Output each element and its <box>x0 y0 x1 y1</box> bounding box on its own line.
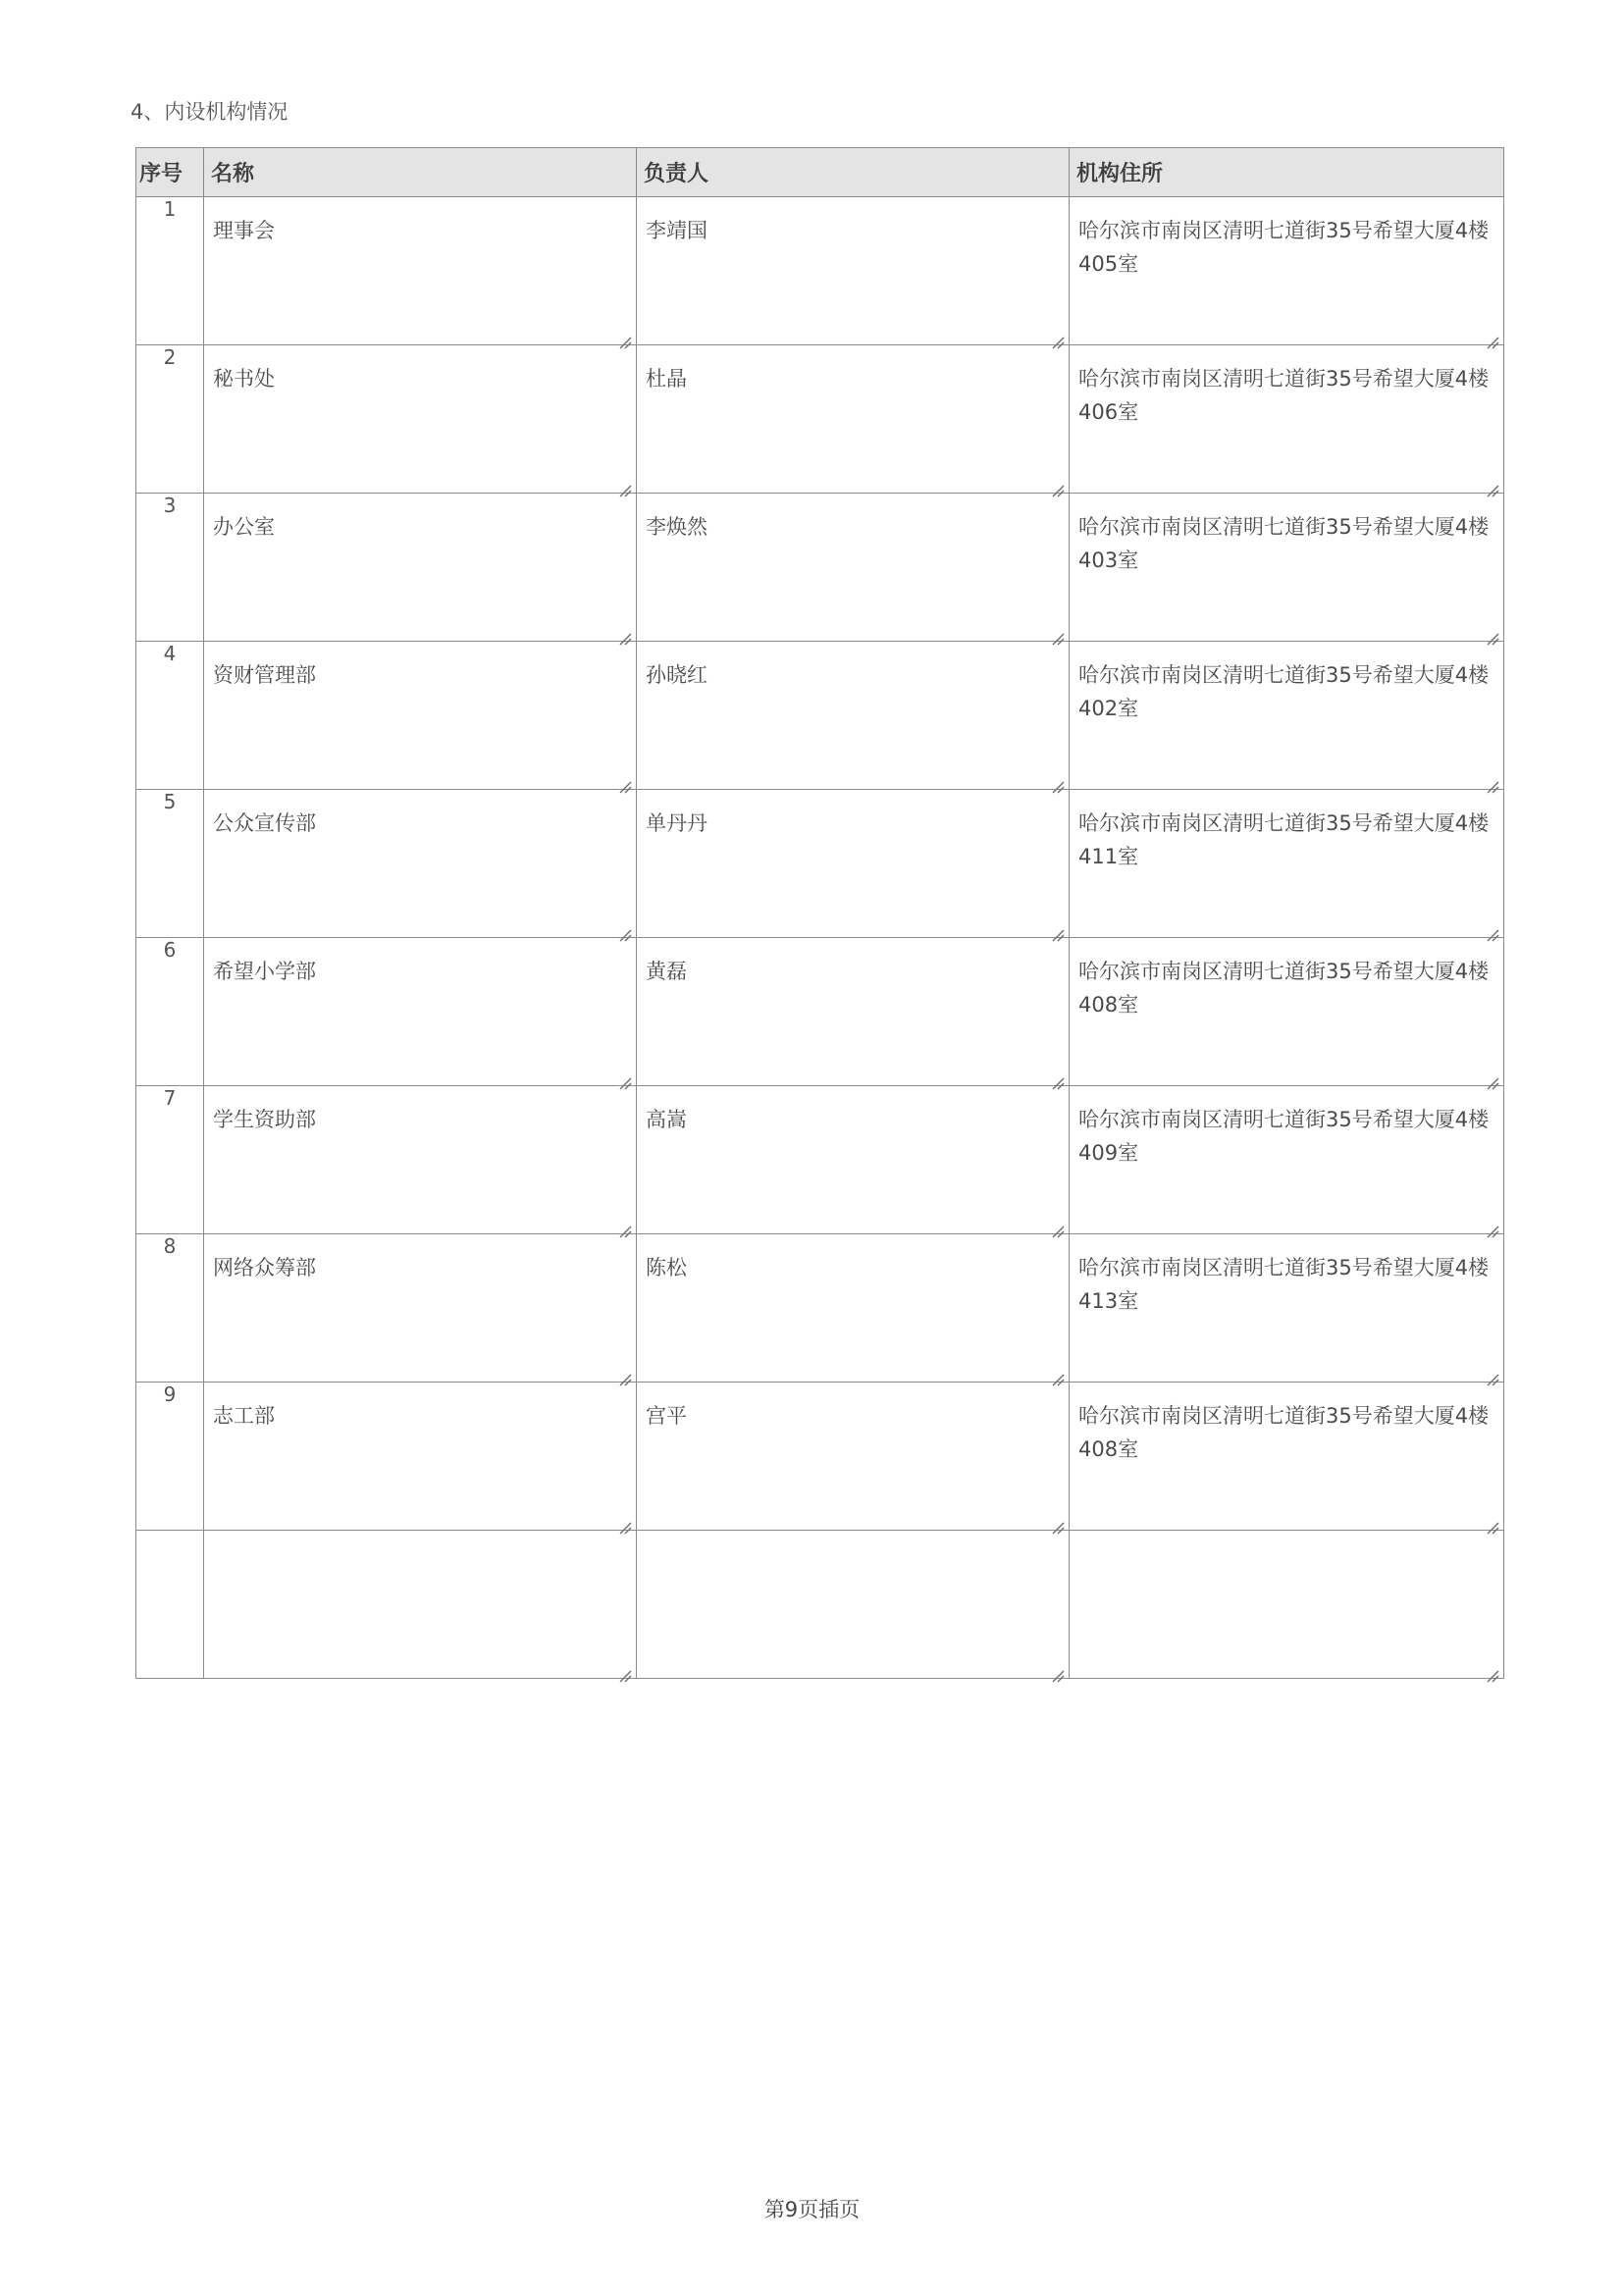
leader-field-value: 杜晶 <box>646 367 687 391</box>
leader-field-cell <box>637 345 1070 494</box>
name-field-value: 资财管理部 <box>213 663 316 687</box>
row-serial-number: 3 <box>136 494 204 642</box>
leader-field-cell <box>637 1531 1070 1679</box>
address-field[interactable] <box>1070 938 1503 1085</box>
name-field-value: 办公室 <box>213 515 275 539</box>
resize-handle-icon[interactable] <box>618 918 632 932</box>
leader-field-cell <box>637 1086 1070 1234</box>
address-field[interactable] <box>1070 790 1503 937</box>
leader-field[interactable] <box>637 345 1069 493</box>
table-row <box>136 1086 1504 1234</box>
address-field-cell <box>1070 494 1504 642</box>
name-field[interactable] <box>204 345 636 493</box>
leader-field[interactable] <box>637 494 1069 641</box>
resize-handle-icon[interactable] <box>1486 1215 1499 1228</box>
resize-handle-icon[interactable] <box>1051 622 1065 636</box>
leader-field[interactable] <box>637 1383 1069 1530</box>
table-row <box>136 938 1504 1086</box>
name-field[interactable] <box>204 197 636 344</box>
address-field-cell <box>1070 938 1504 1086</box>
name-field-value: 学生资助部 <box>213 1108 316 1131</box>
name-field[interactable] <box>204 494 636 641</box>
row-serial-number: 4 <box>136 642 204 790</box>
table-row <box>136 642 1504 790</box>
row-serial-number: 9 <box>136 1383 204 1531</box>
address-field-cell <box>1070 197 1504 345</box>
name-field[interactable] <box>204 1383 636 1530</box>
address-field-value: 哈尔滨市南岗区清明七道街35号希望大厦4楼413室 <box>1078 1256 1490 1313</box>
name-field-cell <box>204 938 637 1086</box>
leader-field[interactable] <box>637 1234 1069 1382</box>
name-field-cell <box>204 494 637 642</box>
resize-handle-icon[interactable] <box>1486 1511 1499 1525</box>
name-field-cell <box>204 1086 637 1234</box>
resize-handle-icon[interactable] <box>618 326 632 339</box>
address-field-value: 哈尔滨市南岗区清明七道街35号希望大厦4楼406室 <box>1078 367 1490 424</box>
name-field-cell <box>204 1234 637 1383</box>
address-field-value: 哈尔滨市南岗区清明七道街35号希望大厦4楼408室 <box>1078 960 1490 1017</box>
leader-field-value: 单丹丹 <box>646 811 707 835</box>
address-field-cell <box>1070 790 1504 938</box>
resize-handle-icon[interactable] <box>618 1067 632 1080</box>
header-leader: 负责人 <box>637 148 1070 197</box>
resize-handle-icon[interactable] <box>1051 1511 1065 1525</box>
name-field-cell <box>204 790 637 938</box>
leader-field-value: 李焕然 <box>646 515 707 539</box>
name-field-cell <box>204 1383 637 1531</box>
table-header-row <box>136 148 1504 197</box>
table-row <box>136 197 1504 345</box>
address-field[interactable] <box>1070 494 1503 641</box>
address-field-cell <box>1070 642 1504 790</box>
leader-field-value: 李靖国 <box>646 219 707 242</box>
resize-handle-icon[interactable] <box>1051 1067 1065 1080</box>
resize-handle-icon[interactable] <box>1486 1067 1499 1080</box>
row-serial-number: 8 <box>136 1234 204 1383</box>
address-field-value: 哈尔滨市南岗区清明七道街35号希望大厦4楼408室 <box>1078 1404 1490 1461</box>
resize-handle-icon[interactable] <box>1051 918 1065 932</box>
address-field[interactable] <box>1070 1531 1503 1678</box>
leader-field-value: 黄磊 <box>646 960 687 983</box>
resize-handle-icon[interactable] <box>618 1659 632 1673</box>
address-field-value: 哈尔滨市南岗区清明七道街35号希望大厦4楼402室 <box>1078 663 1490 720</box>
resize-handle-icon[interactable] <box>1486 770 1499 784</box>
name-field-value: 理事会 <box>213 219 275 242</box>
address-field-cell <box>1070 345 1504 494</box>
address-field-value: 哈尔滨市南岗区清明七道街35号希望大厦4楼409室 <box>1078 1108 1490 1165</box>
resize-handle-icon[interactable] <box>1486 918 1499 932</box>
page-footer: 第9页插页 <box>763 2198 861 2221</box>
resize-handle-icon[interactable] <box>1051 770 1065 784</box>
address-field-value: 哈尔滨市南岗区清明七道街35号希望大厦4楼405室 <box>1078 219 1490 276</box>
name-field-cell <box>204 1531 637 1679</box>
name-field[interactable] <box>204 1531 636 1678</box>
resize-handle-icon[interactable] <box>618 474 632 488</box>
address-field[interactable] <box>1070 642 1503 789</box>
resize-handle-icon[interactable] <box>618 770 632 784</box>
resize-handle-icon[interactable] <box>618 1215 632 1228</box>
row-serial-number <box>136 1531 204 1679</box>
section-title: 4、内设机构情况 <box>131 100 288 124</box>
resize-handle-icon[interactable] <box>1486 474 1499 488</box>
leader-field-cell <box>637 197 1070 345</box>
address-field-cell <box>1070 1086 1504 1234</box>
leader-field-value: 陈松 <box>646 1256 687 1279</box>
name-field[interactable] <box>204 642 636 789</box>
row-serial-number: 7 <box>136 1086 204 1234</box>
address-field[interactable] <box>1070 197 1503 344</box>
row-serial-number: 6 <box>136 938 204 1086</box>
leader-field-cell <box>637 1383 1070 1531</box>
name-field-value: 志工部 <box>213 1404 275 1428</box>
leader-field-cell <box>637 494 1070 642</box>
resize-handle-icon[interactable] <box>1486 326 1499 339</box>
leader-field[interactable] <box>637 197 1069 344</box>
header-name: 名称 <box>204 148 637 197</box>
address-field[interactable] <box>1070 1383 1503 1530</box>
leader-field-cell <box>637 642 1070 790</box>
name-field[interactable] <box>204 1086 636 1233</box>
resize-handle-icon[interactable] <box>1051 326 1065 339</box>
leader-field[interactable] <box>637 1531 1069 1678</box>
internal-organization-table <box>135 147 1504 1679</box>
resize-handle-icon[interactable] <box>618 1511 632 1525</box>
leader-field-value: 宫平 <box>646 1404 687 1428</box>
resize-handle-icon[interactable] <box>1486 1363 1499 1377</box>
resize-handle-icon[interactable] <box>618 622 632 636</box>
name-field-value: 秘书处 <box>213 367 275 391</box>
resize-handle-icon[interactable] <box>1486 622 1499 636</box>
leader-field[interactable] <box>637 790 1069 937</box>
leader-field[interactable] <box>637 1086 1069 1233</box>
address-field-cell <box>1070 1383 1504 1531</box>
name-field-cell <box>204 197 637 345</box>
header-address: 机构住所 <box>1070 148 1504 197</box>
name-field-cell <box>204 642 637 790</box>
address-field-cell <box>1070 1531 1504 1679</box>
table-row <box>136 1234 1504 1383</box>
leader-field-cell <box>637 790 1070 938</box>
address-field[interactable] <box>1070 1234 1503 1382</box>
leader-field[interactable] <box>637 642 1069 789</box>
resize-handle-icon[interactable] <box>1051 1363 1065 1377</box>
name-field-cell <box>204 345 637 494</box>
table-row <box>136 1383 1504 1531</box>
address-field[interactable] <box>1070 345 1503 493</box>
leader-field[interactable] <box>637 938 1069 1085</box>
table-row <box>136 790 1504 938</box>
resize-handle-icon[interactable] <box>1051 1215 1065 1228</box>
resize-handle-icon[interactable] <box>1051 1659 1065 1673</box>
table-row <box>136 345 1504 494</box>
name-field-value: 公众宣传部 <box>213 811 316 835</box>
resize-handle-icon[interactable] <box>618 1363 632 1377</box>
name-field-value: 希望小学部 <box>213 960 316 983</box>
name-field-value: 网络众筹部 <box>213 1256 316 1279</box>
leader-field-value: 高嵩 <box>646 1108 687 1131</box>
row-serial-number: 2 <box>136 345 204 494</box>
name-field[interactable] <box>204 790 636 937</box>
table-row <box>136 1531 1504 1679</box>
header-serial-number: 序号 <box>136 148 204 197</box>
leader-field-value: 孙晓红 <box>646 663 707 687</box>
name-field[interactable] <box>204 1234 636 1382</box>
address-field[interactable] <box>1070 1086 1503 1233</box>
address-field-cell <box>1070 1234 1504 1383</box>
address-field-value: 哈尔滨市南岗区清明七道街35号希望大厦4楼403室 <box>1078 515 1490 572</box>
resize-handle-icon[interactable] <box>1051 474 1065 488</box>
address-field-value: 哈尔滨市南岗区清明七道街35号希望大厦4楼411室 <box>1078 811 1490 868</box>
name-field[interactable] <box>204 938 636 1085</box>
table-body <box>136 197 1504 1679</box>
leader-field-cell <box>637 938 1070 1086</box>
row-serial-number: 5 <box>136 790 204 938</box>
row-serial-number: 1 <box>136 197 204 345</box>
leader-field-cell <box>637 1234 1070 1383</box>
table-row <box>136 494 1504 642</box>
resize-handle-icon[interactable] <box>1486 1659 1499 1673</box>
